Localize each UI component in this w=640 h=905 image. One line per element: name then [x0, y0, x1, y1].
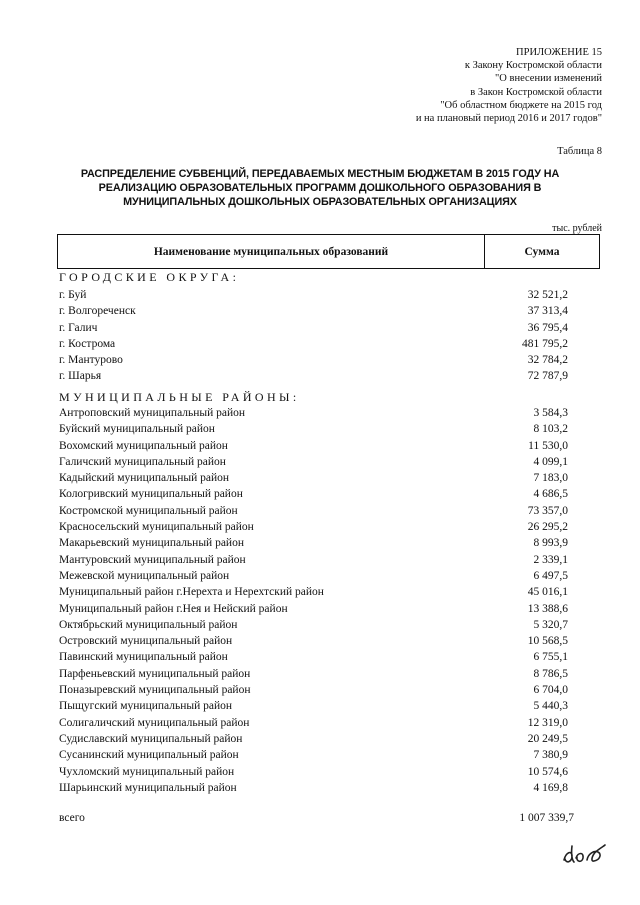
table-row	[59, 287, 568, 303]
city-rows	[59, 287, 568, 385]
table-row	[59, 421, 568, 437]
title-line: РЕАЛИЗАЦИЮ ОБРАЗОВАТЕЛЬНЫХ ПРОГРАММ ДОШКОЛЬНОГО ОБРАЗОВАНИЯ В	[98, 182, 542, 194]
row-value: 481 795,2	[522, 337, 568, 350]
row-name: Галичский муниципальный район	[59, 455, 226, 468]
table-row	[59, 320, 568, 336]
row-name: Чухломский муниципальный район	[59, 765, 235, 778]
header-sum: Сумма	[524, 245, 560, 258]
row-name: Кадыйский муниципальный район	[59, 472, 230, 485]
row-name: Островский муниципальный район	[59, 635, 233, 648]
table-row	[59, 780, 568, 796]
units-label: тыс. рублей	[552, 223, 602, 234]
table-row	[59, 568, 568, 584]
table-row	[59, 454, 568, 470]
row-value: 4 099,1	[533, 455, 568, 468]
table-row	[59, 486, 568, 502]
row-name: Пыщугский муниципальный район	[59, 700, 233, 713]
row-value: 7 380,9	[533, 749, 568, 762]
total-row	[59, 812, 574, 824]
title-line: МУНИЦИПАЛЬНЫХ ДОШКОЛЬНЫХ ОБРАЗОВАТЕЛЬНЫХ ОРГАНИЗАЦИЯХ	[123, 196, 517, 208]
row-value: 73 357,0	[527, 504, 568, 517]
row-value: 12 319,0	[527, 716, 568, 729]
appendix-line: и на плановый период 2016 и 2017 годов"	[415, 113, 602, 125]
row-name: Красносельский муниципальный район	[59, 521, 254, 534]
row-value: 10 574,6	[527, 765, 568, 778]
row-name: Сусанинский муниципальный район	[59, 749, 239, 762]
row-value: 3 584,3	[533, 407, 568, 419]
row-name: Макарьевский муниципальный район	[59, 537, 244, 550]
table-row	[59, 617, 568, 633]
appendix-line: ПРИЛОЖЕНИЕ 15	[516, 47, 602, 58]
row-value: 4 169,8	[533, 781, 568, 794]
table-row	[59, 336, 568, 352]
row-name: г. Буй	[59, 289, 87, 301]
row-value: 32 521,2	[527, 289, 568, 301]
appendix-line: "О внесении изменений	[495, 73, 602, 85]
title-line: РАСПРЕДЕЛЕНИЕ СУБВЕНЦИЙ, ПЕРЕДАВАЕМЫХ МЕСТНЫМ БЮДЖЕТАМ В 2015 ГОДУ НА	[80, 168, 560, 180]
appendix-note	[416, 46, 602, 125]
row-name: Павинский муниципальный район	[59, 651, 228, 664]
table-row	[59, 584, 568, 600]
row-value: 7 183,0	[533, 472, 568, 485]
row-value: 11 530,0	[528, 439, 568, 452]
row-name: Шарьинский муниципальный район	[59, 781, 237, 794]
table-row	[59, 470, 568, 486]
total-value: 1 007 339,7	[519, 812, 574, 824]
row-value: 8 786,5	[533, 667, 568, 680]
table-number: Таблица 8	[557, 146, 602, 157]
table-row	[59, 535, 568, 551]
row-name: г. Галич	[59, 321, 98, 334]
table-row	[59, 633, 568, 649]
table-row	[59, 682, 568, 698]
table-row	[59, 601, 568, 617]
row-name: г. Волгореченск	[59, 305, 136, 318]
table-row	[59, 698, 568, 714]
appendix-line: в Закон Костромской области	[470, 86, 602, 98]
table-row	[59, 731, 568, 747]
table-row	[59, 764, 568, 780]
table-row	[59, 503, 568, 519]
document-title	[70, 167, 570, 209]
table-header	[57, 234, 600, 269]
row-value: 6 704,0	[533, 684, 568, 697]
row-value: 8 103,2	[533, 423, 568, 436]
table-row	[59, 352, 568, 368]
row-name: Солигаличский муниципальный район	[59, 716, 250, 729]
table-row	[59, 552, 568, 568]
row-value: 20 249,5	[527, 732, 568, 745]
table-row	[59, 715, 568, 731]
table-row	[59, 519, 568, 535]
row-name: г. Кострома	[59, 337, 116, 350]
group-heading-city: ГОРОДСКИЕ ОКРУГА:	[59, 270, 240, 284]
row-name: г. Шарья	[59, 370, 102, 383]
row-name: Межевской муниципальный район	[59, 569, 230, 582]
row-name: Буйский муниципальный район	[59, 423, 215, 436]
table-row	[59, 303, 568, 319]
row-name: Муниципальный район г.Нея и Нейский район	[59, 602, 288, 615]
row-value: 72 787,9	[527, 370, 568, 383]
row-value: 36 795,4	[527, 321, 568, 334]
table-row	[59, 368, 568, 384]
row-value: 10 568,5	[527, 635, 568, 648]
row-name: Антроповский муниципальный район	[59, 407, 246, 419]
table-row	[59, 747, 568, 763]
row-value: 6 755,1	[533, 651, 568, 664]
row-value: 37 313,4	[527, 305, 568, 318]
row-value: 32 784,2	[527, 354, 568, 367]
row-value: 5 320,7	[533, 618, 568, 631]
appendix-line: к Закону Костромской области	[464, 60, 602, 72]
group-heading-districts: МУНИЦИПАЛЬНЫЕ РАЙОНЫ:	[59, 390, 300, 404]
table-row	[59, 649, 568, 665]
row-value: 45 016,1	[527, 586, 568, 599]
row-name: Мантуровский муниципальный район	[59, 553, 246, 566]
row-name: Вохомский муниципальный район	[59, 439, 228, 452]
row-value: 2 339,1	[533, 553, 568, 566]
row-name: Октябрьский муниципальный район	[59, 618, 238, 631]
district-rows	[59, 405, 568, 796]
row-value: 4 686,5	[533, 488, 568, 501]
table-row	[59, 666, 568, 682]
header-name: Наименование муниципальных образований	[58, 235, 485, 268]
appendix-line: "Об областном бюджете на 2015 год	[440, 99, 602, 111]
row-name: Кологривский муниципальный район	[59, 488, 243, 501]
row-value: 26 295,2	[527, 521, 568, 534]
handwritten-initials	[560, 840, 608, 868]
row-name: г. Мантурово	[59, 354, 123, 367]
row-name: Костромской муниципальный район	[59, 504, 238, 517]
row-value: 6 497,5	[533, 569, 568, 582]
total-label: всего	[59, 812, 85, 824]
row-name: Судиславский муниципальный район	[59, 732, 243, 745]
row-value: 8 993,9	[533, 537, 568, 550]
table-row	[59, 405, 568, 421]
table-row	[59, 438, 568, 454]
row-name: Парфеньевский муниципальный район	[59, 667, 251, 680]
row-name: Поназыревский муниципальный район	[59, 684, 251, 697]
row-value: 13 388,6	[527, 602, 568, 615]
row-name: Муниципальный район г.Нерехта и Нерехтский район	[59, 586, 324, 599]
row-value: 5 440,3	[533, 700, 568, 713]
